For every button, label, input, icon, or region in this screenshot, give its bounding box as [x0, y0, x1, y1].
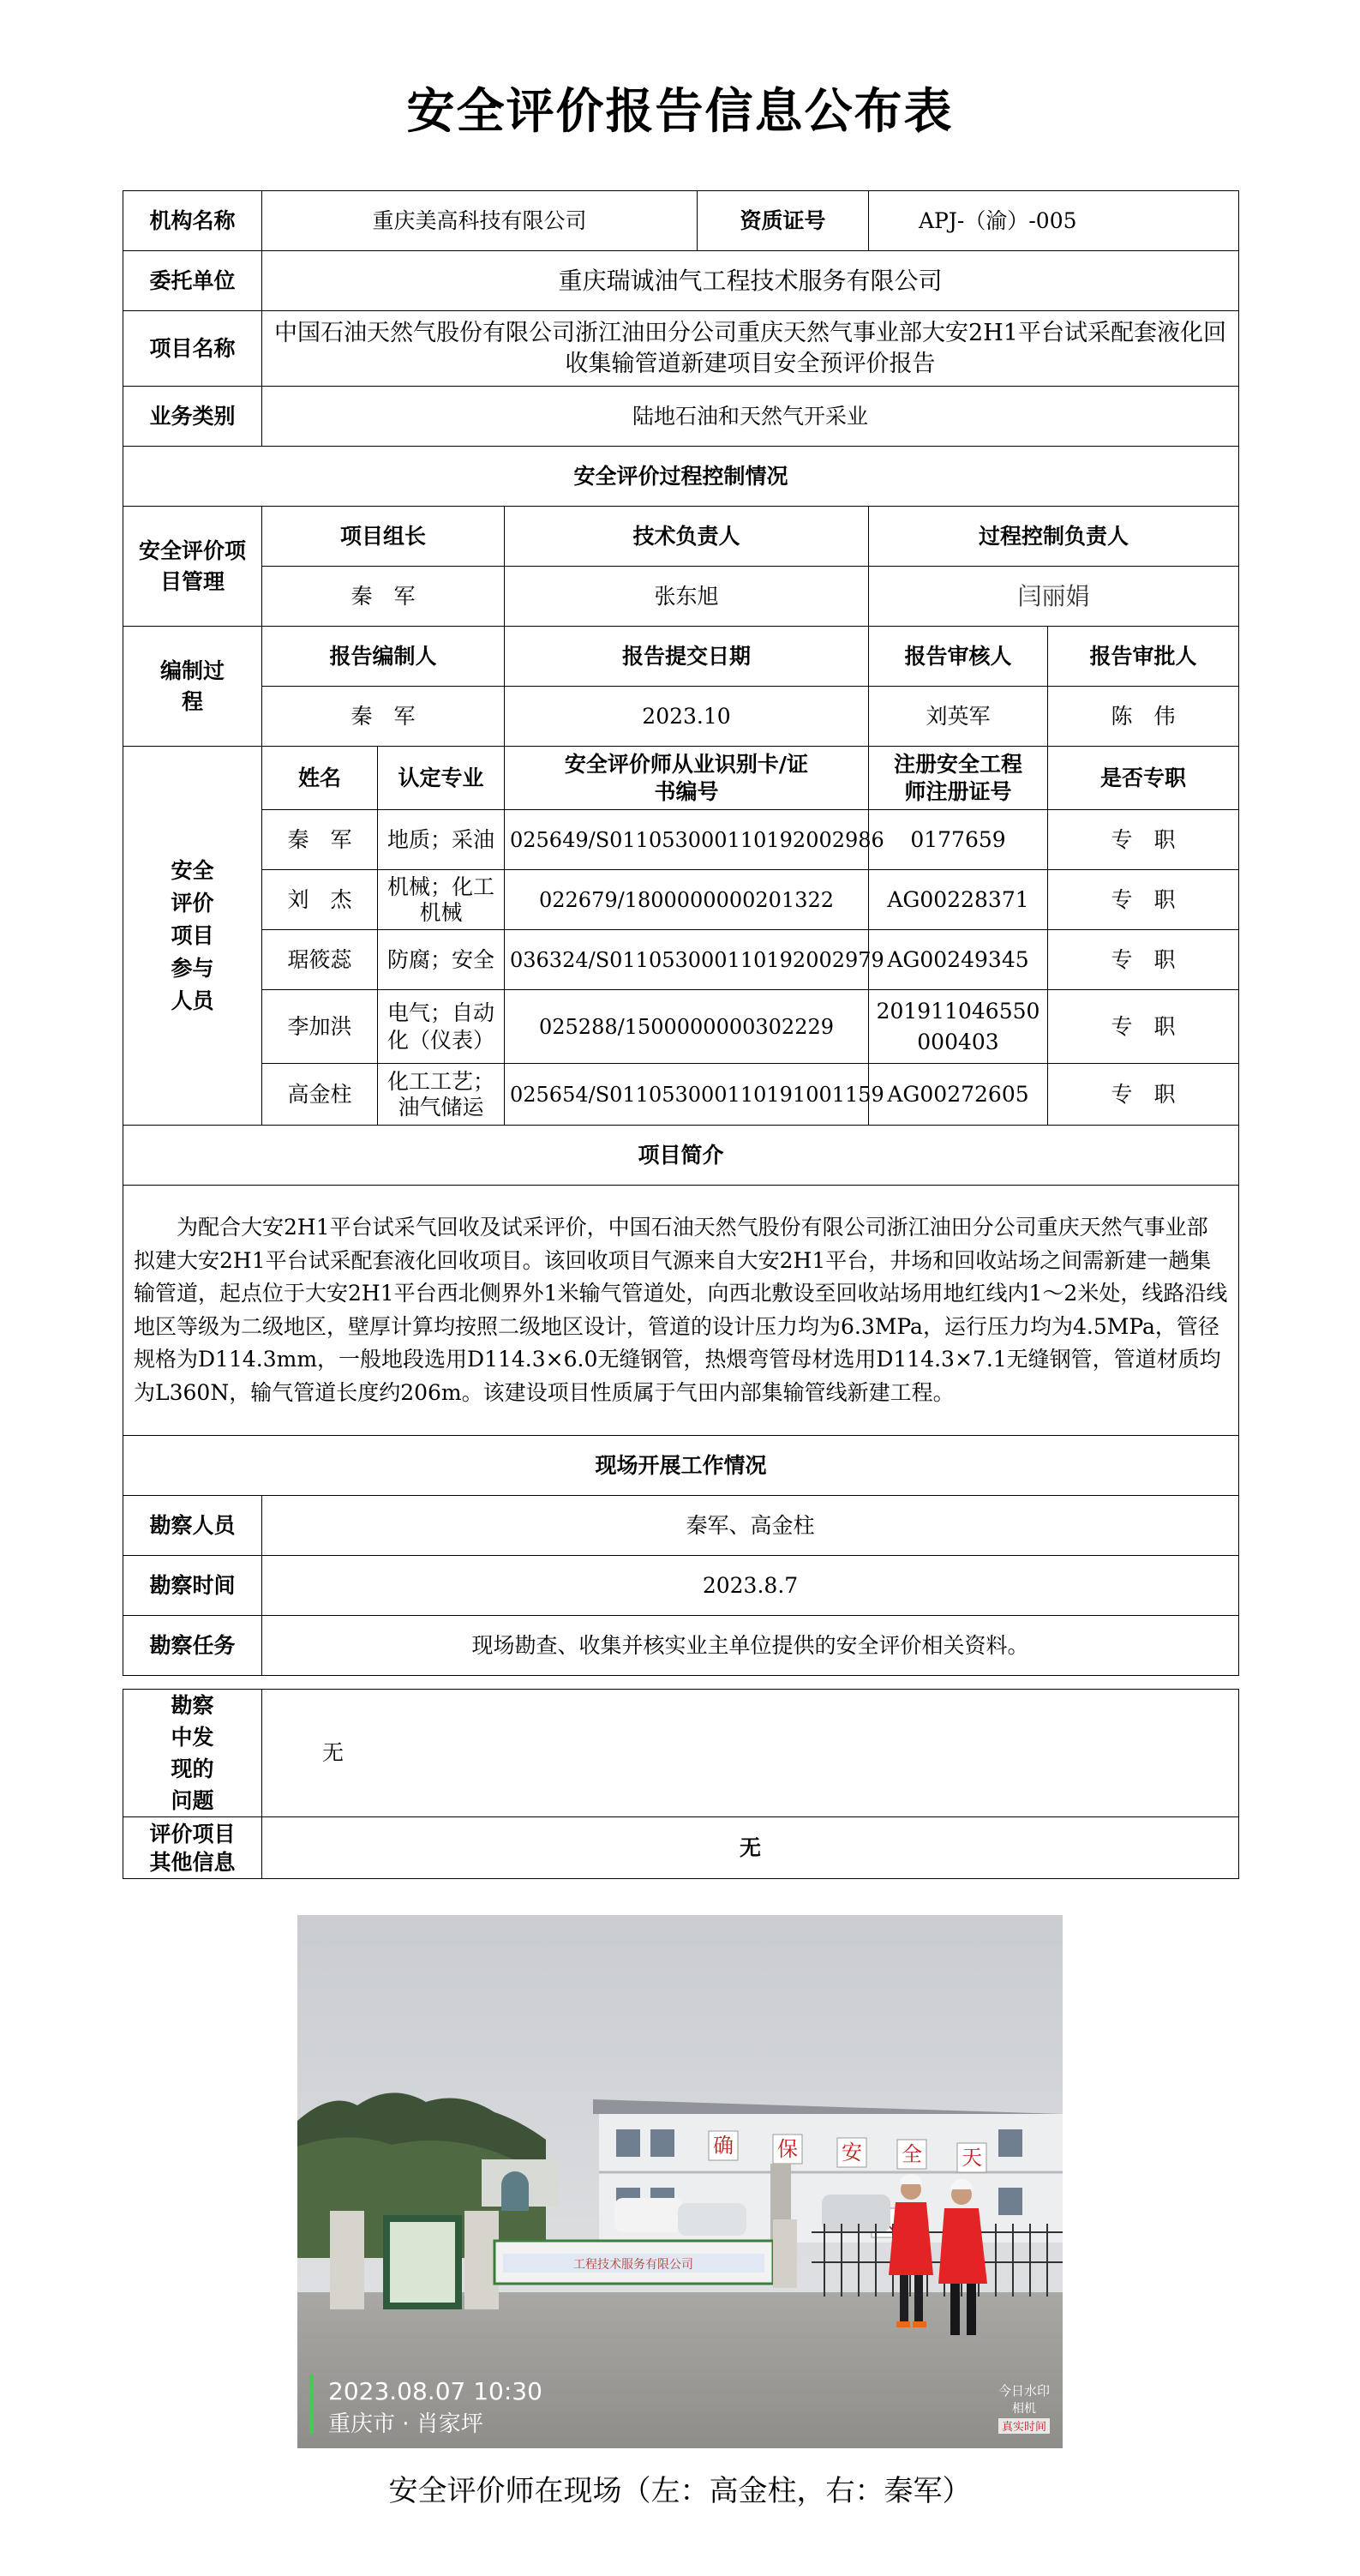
site-photo-illustration	[297, 1915, 1063, 2448]
compile-header-approver: 报告审批人	[1048, 627, 1239, 687]
personnel-header-reg: 注册安全工程师注册证号	[869, 747, 1048, 810]
site-time-label: 勘察时间	[123, 1556, 262, 1616]
intro-heading: 项目简介	[123, 1126, 1239, 1186]
management-control: 闫丽娟	[869, 567, 1239, 627]
slogan-sign-text: 保	[777, 2137, 798, 2161]
site-staff-value: 秦军、高金柱	[262, 1496, 1239, 1556]
management-header-leader: 项目组长	[262, 507, 505, 567]
site-staff-label: 勘察人员	[123, 1496, 262, 1556]
slogan-sign-text: 天	[962, 2146, 982, 2170]
personnel-major: 防腐；安全	[378, 930, 505, 990]
watermark-camera: 相机	[1012, 2402, 1036, 2416]
management-header-control: 过程控制负责人	[869, 507, 1239, 567]
personnel-major: 地质；采油	[378, 810, 505, 870]
personnel-fulltime: 专 职	[1048, 990, 1239, 1064]
personnel-name: 秦 军	[262, 810, 378, 870]
compile-date: 2023.10	[505, 687, 869, 747]
management-header-tech: 技术负责人	[505, 507, 869, 567]
personnel-name: 刘 杰	[262, 870, 378, 930]
business-label: 业务类别	[123, 387, 262, 447]
info-table-main	[123, 190, 1239, 1676]
compile-reviewer: 刘英军	[869, 687, 1048, 747]
personnel-reg: AG00228371	[869, 870, 1048, 930]
personnel-reg: 201911046550000403	[869, 990, 1048, 1064]
org-label: 机构名称	[123, 191, 262, 251]
info-table-issues	[123, 1689, 1239, 1879]
personnel-reg: AG00272605	[869, 1064, 1048, 1126]
personnel-header-name: 姓名	[262, 747, 378, 810]
personnel-header-fulltime: 是否专职	[1048, 747, 1239, 810]
personnel-header-cert: 安全评价师从业识别卡/证书编号	[505, 747, 869, 810]
issues-value: 无	[262, 1690, 1239, 1817]
site-task-value: 现场勘查、收集并核实业主单位提供的安全评价相关资料。	[262, 1616, 1239, 1676]
photo-timestamp: 2023.08.07 10:30	[328, 2377, 542, 2405]
personnel-fulltime: 专 职	[1048, 1064, 1239, 1126]
personnel-cert: 025288/1500000000302229	[505, 990, 869, 1064]
personnel-label: 安全评价项目参与人员	[123, 747, 262, 1126]
site-time-value: 2023.8.7	[262, 1556, 1239, 1616]
personnel-name: 高金柱	[262, 1064, 378, 1126]
watermark-app-name: 今日水印	[998, 2383, 1051, 2399]
project-label: 项目名称	[123, 311, 262, 387]
project-value: 中国石油天然气股份有限公司浙江油田分公司重庆天然气事业部大安2H1平台试采配套液化回收集输管道新建项目安全预评价报告	[262, 311, 1239, 387]
compile-approver: 陈 伟	[1048, 687, 1239, 747]
management-leader: 秦 军	[262, 567, 505, 627]
personnel-cert: 025649/S011053000110192002986	[505, 810, 869, 870]
process-section-heading: 安全评价过程控制情况	[123, 447, 1239, 507]
gate-banner-text: 工程技术服务有限公司	[573, 2258, 693, 2272]
personnel-fulltime: 专 职	[1048, 870, 1239, 930]
personnel-name: 琚筱蕊	[262, 930, 378, 990]
site-photo	[297, 1915, 1063, 2448]
slogan-sign-text: 确	[713, 2134, 734, 2158]
photo-caption: 安全评价师在现场（左：高金柱，右：秦军）	[388, 2474, 972, 2508]
photo-location: 重庆市 · 肖家坪	[328, 2411, 483, 2437]
personnel-cert: 025654/S011053000110191001159	[505, 1064, 869, 1126]
other-label: 评价项目其他信息	[123, 1817, 262, 1879]
client-value: 重庆瑞诚油气工程技术服务有限公司	[262, 251, 1239, 311]
slogan-sign-text: 全	[902, 2142, 922, 2166]
personnel-reg: AG00249345	[869, 930, 1048, 990]
watermark-realtime-badge: 真实时间	[1001, 2421, 1047, 2434]
other-value: 无	[262, 1817, 1239, 1879]
slogan-sign-text: 安	[842, 2141, 862, 2165]
site-task-label: 勘察任务	[123, 1616, 262, 1676]
personnel-cert: 022679/1800000000201322	[505, 870, 869, 930]
personnel-cert: 036324/S011053000110192002979	[505, 930, 869, 990]
page-title: 安全评价报告信息公布表	[406, 84, 954, 140]
issues-label: 勘察中发现的问题	[123, 1690, 262, 1817]
intro-text: 为配合大安2H1平台试采气回收及试采评价，中国石油天然气股份有限公司浙江油田分公司重庆天然气事业部拟建大安2H1平台试采配套液化回收项目。该回收项目气源来自大安2H1平台，井场和回收站场之间需新建一趟集输管道，起点位于大安2H1平台西北侧界外1米输气管道处，向西北敷设至回收站场用地红线内1～2米处，线路沿线地区等级为二级地区，壁厚计算均按照二级地区设计，管道的设计压力均为6.3MPa，运行压力均为4.5MPa，管径规格为D114.3mm，一般地段选用D114.3×6.0无缝钢管，热煨弯管母材选用D114.3×7.1无缝钢管，管道材质均为L360N，输气管道长度约206m。该建设项目性质属于气田内部集输管线新建工程。	[123, 1186, 1239, 1436]
site-section-heading: 现场开展工作情况	[123, 1436, 1239, 1496]
compile-author: 秦 军	[262, 687, 505, 747]
personnel-major: 电气；自动化（仪表）	[378, 990, 505, 1064]
org-value: 重庆美高科技有限公司	[262, 191, 698, 251]
compile-header-date: 报告提交日期	[505, 627, 869, 687]
personnel-reg: 0177659	[869, 810, 1048, 870]
personnel-header-major: 认定专业	[378, 747, 505, 810]
management-label: 安全评价项目管理	[123, 507, 262, 627]
compile-header-author: 报告编制人	[262, 627, 505, 687]
compile-header-reviewer: 报告审核人	[869, 627, 1048, 687]
business-value: 陆地石油和天然气开采业	[262, 387, 1239, 447]
personnel-major: 化工工艺；油气储运	[378, 1064, 505, 1126]
personnel-major: 机械；化工机械	[378, 870, 505, 930]
management-tech: 张东旭	[505, 567, 869, 627]
compile-label: 编制过程	[123, 627, 262, 747]
client-label: 委托单位	[123, 251, 262, 311]
cert-value: APJ-（渝）-005	[869, 191, 1239, 251]
personnel-name: 李加洪	[262, 990, 378, 1064]
cert-label: 资质证号	[698, 191, 869, 251]
personnel-fulltime: 专 职	[1048, 810, 1239, 870]
personnel-fulltime: 专 职	[1048, 930, 1239, 990]
